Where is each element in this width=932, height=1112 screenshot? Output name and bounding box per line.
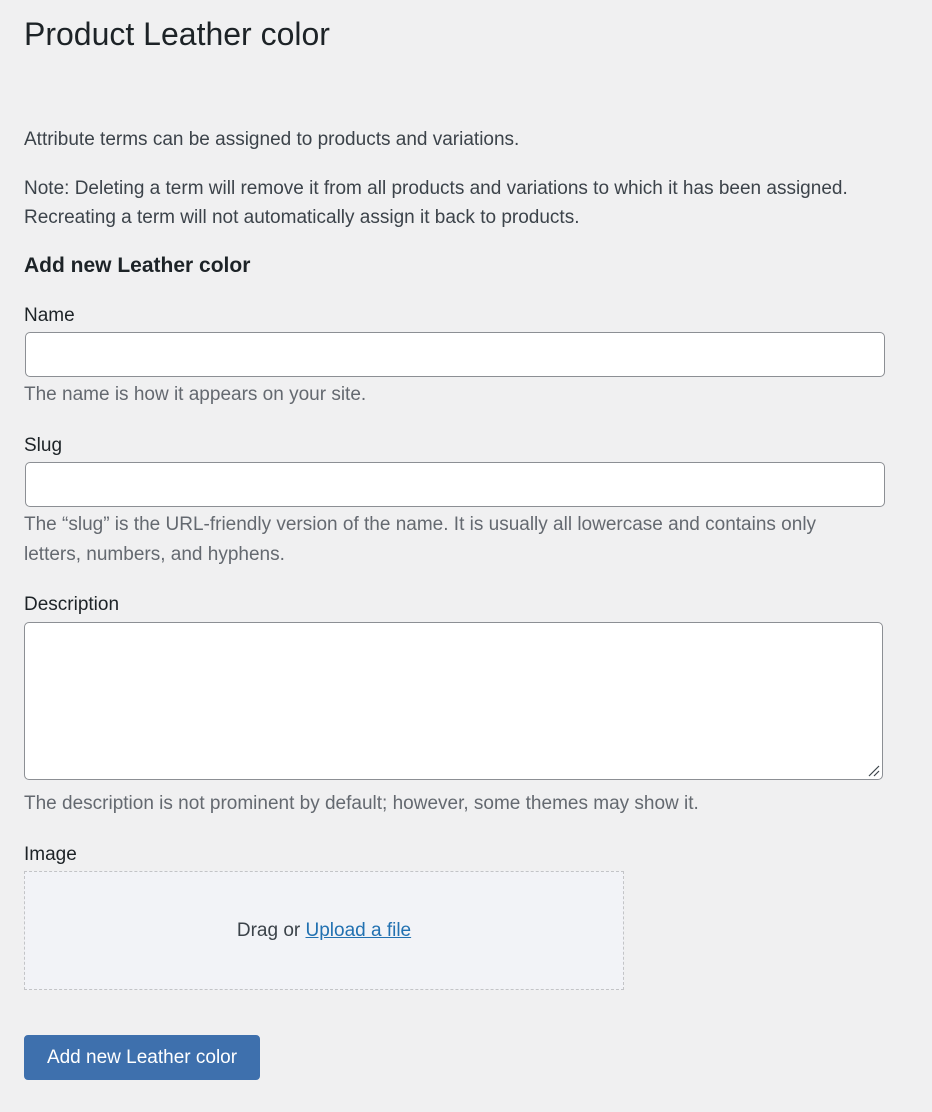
- upload-file-link[interactable]: Upload a file: [305, 919, 412, 941]
- resize-grip-icon[interactable]: [866, 763, 880, 777]
- slug-label: Slug: [24, 435, 63, 456]
- name-input[interactable]: [25, 332, 885, 377]
- add-new-leather-color-button[interactable]: Add new Leather color: [24, 1035, 260, 1080]
- page-title: Product Leather color: [24, 16, 330, 52]
- description-textarea[interactable]: [24, 622, 883, 780]
- drag-text: Drag or: [236, 919, 306, 941]
- description-help-text: The description is not prominent by default; however, some themes may show it.: [24, 793, 699, 814]
- description-label: Description: [24, 594, 120, 615]
- dropzone-text: [237, 917, 411, 945]
- form-heading: Add new Leather color: [24, 254, 251, 277]
- slug-input[interactable]: [25, 462, 885, 507]
- note-text-line-2: Recreating a term will not automatically assign it back to products.: [24, 207, 580, 228]
- name-help-text: The name is how it appears on your site.: [24, 384, 367, 405]
- note-text-line-1: Note: Deleting a term will remove it from all products and variations to which it has been assigned.: [24, 178, 848, 199]
- slug-help-text-line-2: letters, numbers, and hyphens.: [24, 544, 285, 565]
- image-dropzone[interactable]: [24, 871, 624, 990]
- slug-help-text-line-1: The “slug” is the URL-friendly version of the name. It is usually all lowercase and contains only: [24, 514, 817, 535]
- intro-text: Attribute terms can be assigned to products and variations.: [24, 129, 520, 150]
- name-label: Name: [24, 305, 75, 326]
- image-label: Image: [24, 844, 77, 865]
